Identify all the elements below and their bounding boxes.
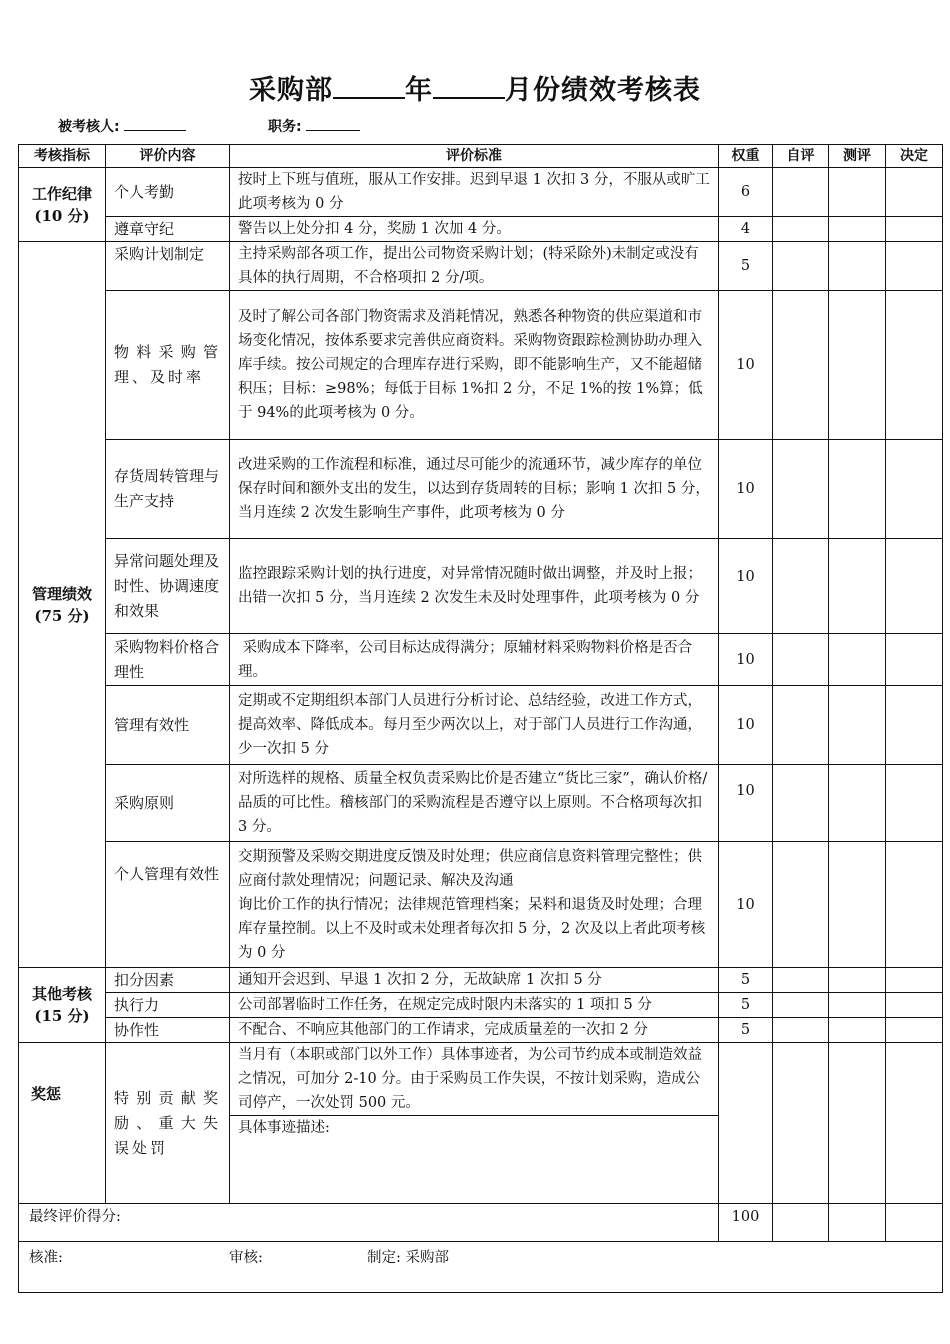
eval-score-cell[interactable]: [829, 242, 886, 291]
decision-cell[interactable]: [886, 168, 943, 217]
item-label: 协作性: [106, 1018, 230, 1043]
eval-score-cell[interactable]: [829, 765, 886, 842]
weight-value: 10: [719, 440, 773, 539]
criteria-text: 采购成本下降率，公司目标达成得满分；原辅材料采购物料价格是否合理。: [230, 634, 719, 686]
description-label: 具体事迹描述:: [238, 1120, 330, 1136]
item-label: 采购原则: [106, 765, 230, 842]
title-dept: 采购部: [249, 75, 333, 106]
eval-score-cell[interactable]: [829, 634, 886, 686]
self-score-cell[interactable]: [773, 440, 829, 539]
criteria-text: 警告以上处分扣 4 分，奖励 1 次加 4 分。: [230, 217, 719, 242]
self-score-cell[interactable]: [773, 242, 829, 291]
final-weight: 100: [719, 1204, 773, 1242]
eval-score-cell[interactable]: [829, 1018, 886, 1043]
self-score-cell[interactable]: [773, 968, 829, 993]
weight-value: 10: [719, 686, 773, 765]
page-title: [0, 68, 950, 107]
criteria-text: 对所选样的规格、质量全权负责采购比价是否建立“货比三家”，确认价格/品质的可比性。稽核部门的采购流程是否遵守以上原则。不合格项每次扣 3 分。: [230, 765, 719, 842]
item-label: 遵章守纪: [106, 217, 230, 242]
weight-value: 5: [719, 968, 773, 993]
table-row: [19, 993, 943, 1018]
self-score-cell[interactable]: [773, 1043, 829, 1204]
examinee-blank: [124, 116, 186, 131]
table-row: [19, 242, 943, 291]
criteria-text: 主持采购部各项工作，提出公司物资采购计划；(特采除外)未制定或没有具体的执行周期，不合格项扣 2 分/项。: [230, 242, 719, 291]
examinee-field: [58, 116, 186, 136]
table-row: [19, 1018, 943, 1043]
final-score-row: [19, 1204, 943, 1242]
item-label: 物料采购管理、及时率: [106, 291, 230, 440]
table-row: [19, 539, 943, 634]
title-month: 月份绩效考核表: [505, 75, 701, 106]
decision-cell[interactable]: [886, 539, 943, 634]
category-reward: 奖惩: [19, 1043, 106, 1204]
item-label: 管理有效性: [106, 686, 230, 765]
decision-cell[interactable]: [886, 968, 943, 993]
criteria-line: 询比价工作的执行情况；法律规范管理档案；呆料和退货及时处理；合理库存量控制。以上不及时或未处理者每次扣 5 分，2 次及以上者此项考核为 0 分: [238, 896, 706, 961]
category-discipline: 工作纪律 (10 分): [19, 168, 106, 242]
weight-value: 5: [719, 1018, 773, 1043]
criteria-text: 通知开会迟到、早退 1 次扣 2 分，无故缺席 1 次扣 5 分: [230, 968, 719, 993]
table-row: [19, 686, 943, 765]
weight-value: 10: [719, 842, 773, 968]
self-score-cell[interactable]: [773, 1018, 829, 1043]
eval-score-cell[interactable]: [829, 1043, 886, 1204]
weight-value: 10: [719, 765, 773, 842]
self-score-cell[interactable]: [773, 765, 829, 842]
col-weight: 权重: [719, 145, 773, 168]
weight-value: 4: [719, 217, 773, 242]
header-row: [19, 145, 943, 168]
self-score-cell[interactable]: [773, 217, 829, 242]
eval-score-cell[interactable]: [829, 842, 886, 968]
eval-score-cell[interactable]: [829, 291, 886, 440]
criteria-text: 当月有（本职或部门以外工作）具体事迹者，为公司节约成本或制造效益之情况，可加分 2-10 分。由于采购员工作失误，不按计划采购，造成公司停产，一次处罚 500 元。: [230, 1043, 719, 1116]
decision-cell[interactable]: [886, 993, 943, 1018]
criteria-text: 改进采购的工作流程和标准，通过尽可能少的流通环节，减少库存的单位保存时间和额外支出的发生，以达到存货周转的目标；影响 1 次扣 5 分，当月连续 2 次发生影响生产事件，此项考核为 0 分: [230, 440, 719, 539]
month-blank: [433, 75, 505, 99]
eval-score-cell[interactable]: [829, 686, 886, 765]
description-field[interactable]: [230, 1116, 719, 1204]
eval-score-cell[interactable]: [829, 993, 886, 1018]
decision-cell[interactable]: [886, 686, 943, 765]
decision-cell[interactable]: [886, 217, 943, 242]
prepared-label: 制定: 采购部: [367, 1250, 449, 1266]
criteria-line: 交期预警及采购交期进度反馈及时处理；供应商信息资料管理完整性；供应商付款处理情况；问题记录、解决及沟通: [238, 848, 702, 889]
table-row: [19, 765, 943, 842]
col-decision: 决定: [886, 145, 943, 168]
final-score-label: 最终评价得分:: [19, 1204, 719, 1242]
position-field: [268, 116, 360, 136]
item-label: 采购计划制定: [106, 242, 230, 291]
examinee-label: 被考核人:: [58, 119, 120, 135]
position-label: 职务:: [268, 119, 302, 135]
final-eval-cell[interactable]: [829, 1204, 886, 1242]
title-year: 年: [405, 75, 433, 106]
weight-value: 5: [719, 242, 773, 291]
year-blank: [333, 75, 405, 99]
table-row: [19, 1043, 943, 1116]
table-row: [19, 440, 943, 539]
self-score-cell[interactable]: [773, 168, 829, 217]
weight-value: 10: [719, 291, 773, 440]
criteria-text: 及时了解公司各部门物资需求及消耗情况，熟悉各种物资的供应渠道和市场变化情况，按体系要求完善供应商资料。采购物资跟踪检测协助办理入库手续。按公司规定的合理库存进行采购，即不能影响生产，又不能超储积压；目标：≥98%；每低于目标 1%扣 2 分，不足 1%的按 1%算；低于 94%的此项考核为 0 分。: [230, 291, 719, 440]
eval-score-cell[interactable]: [829, 539, 886, 634]
table-row: [19, 634, 943, 686]
category-other: 其他考核 (15 分): [19, 968, 106, 1043]
decision-cell[interactable]: [886, 440, 943, 539]
decision-cell[interactable]: [886, 634, 943, 686]
item-label: 个人管理有效性: [106, 842, 230, 968]
col-evaluation: 测评: [829, 145, 886, 168]
eval-score-cell[interactable]: [829, 440, 886, 539]
table-row: [19, 217, 943, 242]
weight-value: 5: [719, 993, 773, 1018]
self-score-cell[interactable]: [773, 842, 829, 968]
criteria-text: 监控跟踪采购计划的执行进度，对异常情况随时做出调整，并及时上报；出错一次扣 5 分，当月连续 2 次发生未及时处理事件，此项考核为 0 分: [230, 539, 719, 634]
col-self: 自评: [773, 145, 829, 168]
review-label: 审核:: [229, 1250, 263, 1266]
criteria-text: 按时上下班与值班，服从工作安排。迟到早退 1 次扣 3 分，不服从或旷工此项考核为 0 分: [230, 168, 719, 217]
item-label: 个人考勤: [106, 168, 230, 217]
eval-score-cell[interactable]: [829, 968, 886, 993]
final-self-cell[interactable]: [773, 1204, 829, 1242]
self-score-cell[interactable]: [773, 686, 829, 765]
criteria-text: 定期或不定期组织本部门人员进行分析讨论、总结经验，改进工作方式，提高效率、降低成本。每月至少两次以上，对于部门人员进行工作沟通，少一次扣 5 分: [230, 686, 719, 765]
item-label: 异常问题处理及时性、协调速度和效果: [106, 539, 230, 634]
self-score-cell[interactable]: [773, 291, 829, 440]
category-management: 管理绩效 (75 分): [19, 242, 106, 968]
evaluation-table: [18, 144, 943, 1293]
self-score-cell[interactable]: [773, 539, 829, 634]
table-row: [19, 291, 943, 440]
weight-value: 10: [719, 539, 773, 634]
table-row: [19, 968, 943, 993]
decision-cell[interactable]: [886, 842, 943, 968]
col-indicator: 考核指标: [19, 145, 106, 168]
signature-cell: [19, 1242, 943, 1293]
eval-score-cell[interactable]: [829, 168, 886, 217]
decision-cell[interactable]: [886, 291, 943, 440]
decision-cell[interactable]: [886, 765, 943, 842]
weight-value: 6: [719, 168, 773, 217]
weight-value: 10: [719, 634, 773, 686]
criteria-text: [230, 842, 719, 968]
item-label: 特别贡献奖励、重大失误处罚: [106, 1043, 230, 1204]
table-row: [19, 168, 943, 217]
eval-score-cell[interactable]: [829, 217, 886, 242]
table-row: [19, 842, 943, 968]
criteria-text: 不配合、不响应其他部门的工作请求，完成质量差的一次扣 2 分: [230, 1018, 719, 1043]
col-content: 评价内容: [106, 145, 230, 168]
self-score-cell[interactable]: [773, 993, 829, 1018]
final-decision-cell[interactable]: [886, 1204, 943, 1242]
decision-cell[interactable]: [886, 1043, 943, 1204]
item-label: 存货周转管理与生产支持: [106, 440, 230, 539]
weight-value: [719, 1043, 773, 1204]
decision-cell[interactable]: [886, 1018, 943, 1043]
approve-label: 核准:: [29, 1250, 63, 1266]
criteria-text: 公司部署临时工作任务，在规定完成时限内未落实的 1 项扣 5 分: [230, 993, 719, 1018]
item-label: 扣分因素: [106, 968, 230, 993]
item-label: 执行力: [106, 993, 230, 1018]
decision-cell[interactable]: [886, 242, 943, 291]
col-criteria: 评价标准: [230, 145, 719, 168]
position-blank: [306, 116, 360, 131]
item-label: 采购物料价格合理性: [106, 634, 230, 686]
self-score-cell[interactable]: [773, 634, 829, 686]
signature-row: [19, 1242, 943, 1293]
